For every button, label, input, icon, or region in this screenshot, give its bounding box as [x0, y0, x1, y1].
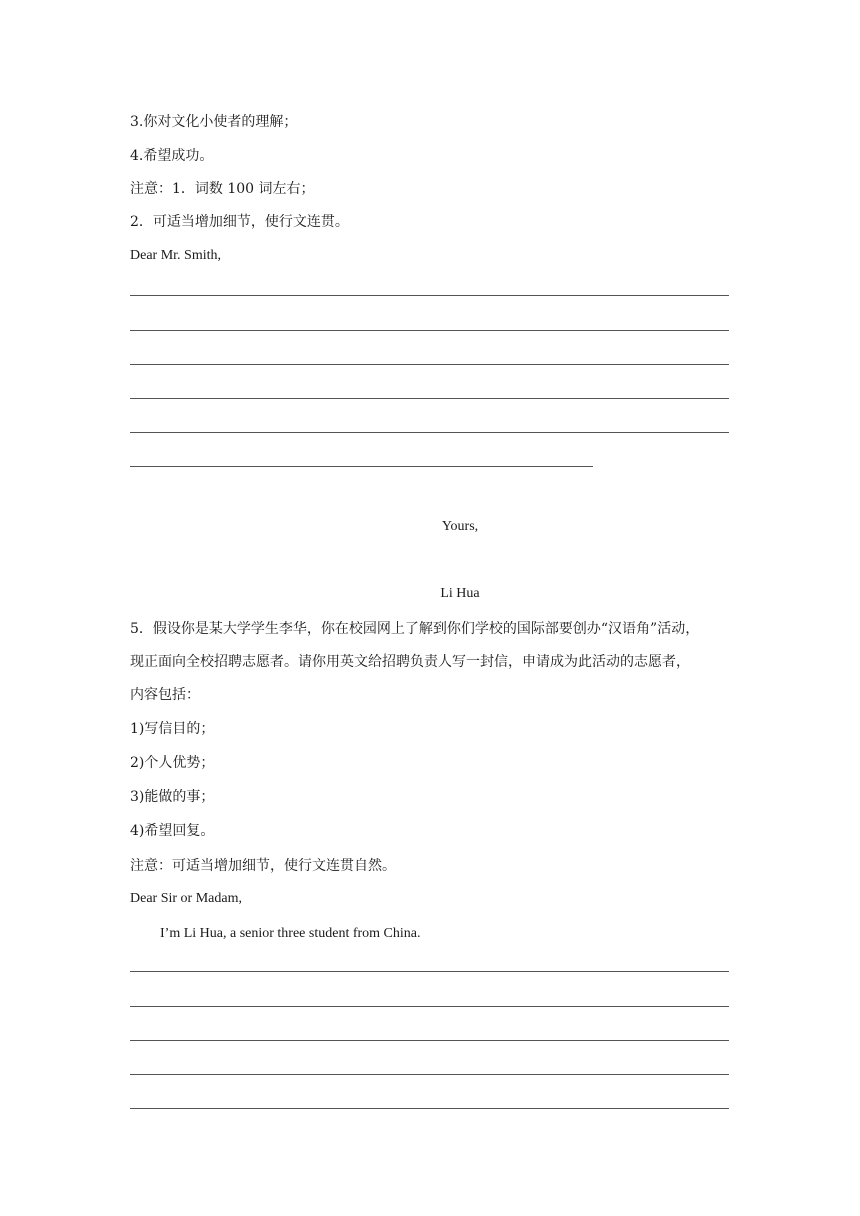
- task4-note-1: 注意：1．词数 100 词左右；: [130, 181, 315, 197]
- task4-salutation: Dear Mr. Smith,: [130, 248, 221, 263]
- writing-line[interactable]: [130, 364, 729, 365]
- writing-line[interactable]: [130, 971, 729, 972]
- writing-line[interactable]: [130, 1040, 729, 1041]
- task4-item-3: 3.你对文化小使者的理解；: [130, 114, 298, 130]
- task5-opening-sentence: I’m Li Hua, a senior three student from China.: [160, 926, 421, 941]
- writing-line[interactable]: [130, 1108, 729, 1109]
- writing-line[interactable]: [130, 330, 729, 331]
- task5-item-1: 1)写信目的；: [130, 721, 215, 737]
- task5-item-3: 3)能做的事；: [130, 789, 215, 805]
- task5-prompt-line-1: 5．假设你是某大学学生李华，你在校园网上了解到你们学校的国际部要创办“汉语角”活动，: [130, 621, 700, 637]
- task4-item-4: 4.希望成功。: [130, 148, 214, 164]
- writing-line[interactable]: [130, 432, 729, 433]
- writing-line[interactable]: [130, 398, 729, 399]
- task5-note: 注意：可适当增加细节，使行文连贯自然。: [130, 858, 396, 874]
- writing-line[interactable]: [130, 1074, 729, 1075]
- task4-closing: Yours,: [441, 519, 479, 534]
- task4-signature: Li Hua: [440, 586, 480, 601]
- task4-note-2: 2．可适当增加细节，使行文连贯。: [130, 214, 349, 230]
- writing-line[interactable]: [130, 466, 593, 467]
- writing-line[interactable]: [130, 295, 729, 296]
- task5-salutation: Dear Sir or Madam,: [130, 891, 242, 906]
- task5-prompt-line-3: 内容包括：: [130, 687, 200, 703]
- task5-prompt-line-2: 现正面向全校招聘志愿者。请你用英文给招聘负责人写一封信，申请成为此活动的志愿者，: [130, 654, 690, 670]
- task5-item-4: 4)希望回复。: [130, 823, 215, 839]
- writing-line[interactable]: [130, 1006, 729, 1007]
- task5-item-2: 2)个人优势；: [130, 755, 215, 771]
